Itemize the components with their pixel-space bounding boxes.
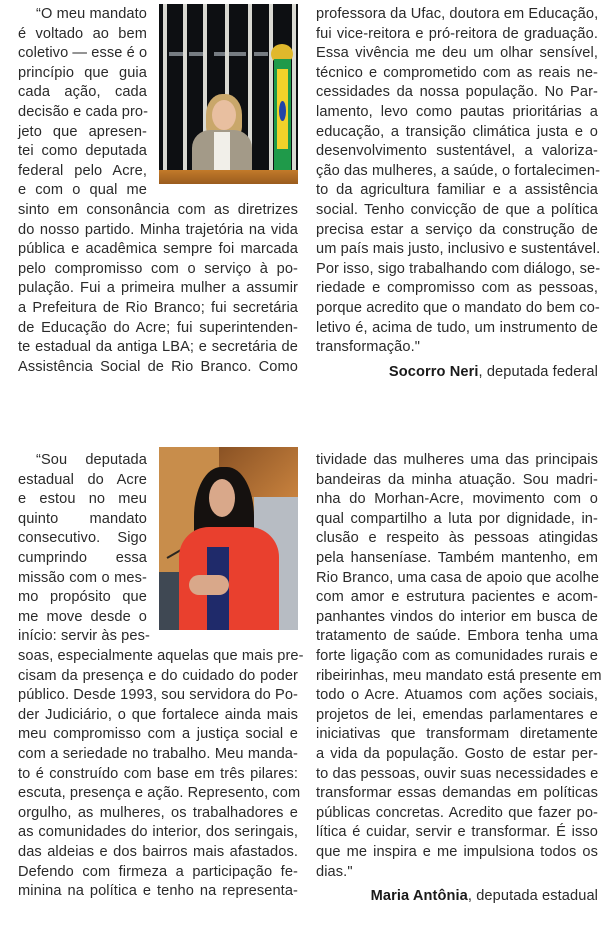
text-line: tratamento de saúde. Embora tenha uma [316, 628, 598, 645]
text-line: pela hanseníase. Também mantenho, em [316, 550, 598, 566]
text-line: jeto que apresen- [18, 123, 147, 140]
text-line: ribeirinhas, meu mandato está presente em [316, 667, 602, 684]
text-line: quinto mandato [18, 510, 147, 527]
text-line: minina na política e tenho na representa- [18, 883, 298, 900]
text-line: transformação." [316, 339, 421, 356]
text-line: professora da Ufac, doutora em Educação, [316, 6, 599, 22]
text-line: públicas concretas. Acredito que fazer po- [316, 804, 598, 821]
text-line: soas, especialmente aquelas que mais pre- [18, 648, 304, 664]
text-line: lamento, levo como pautas prioritárias a [316, 104, 598, 120]
text-line: “Sou deputada [36, 452, 147, 468]
author-name: Maria Antônia [370, 888, 468, 904]
text-line: lítica é cuidar, servir e transformar. É isso [316, 824, 598, 841]
text-line: técnico e comprometido com as reais ne- [316, 64, 598, 81]
author-name: Socorro Neri [388, 364, 479, 380]
text-line: pulação. Fui a primeira mulher a assumir [18, 280, 298, 297]
text-line: princípio que guia [18, 64, 147, 81]
text-line: sinto em consonância com as diretrizes [18, 202, 298, 218]
author-role: , deputada estadual [467, 888, 598, 904]
byline-socorro-neri [316, 363, 598, 383]
photo-socorro-neri [159, 4, 298, 184]
text-line: fui vice-reitora e pró-reitora de graduação. [316, 25, 598, 42]
text-line: mo propósito que [18, 589, 147, 606]
text-line: federal pelo Acre, [18, 162, 147, 179]
text-line: a vida da população. Gosto de estar per- [316, 746, 598, 762]
text-line: escuta, presença e ação. Represento, com [18, 785, 301, 802]
text-line: letivo é, acima de tudo, um instrumento de [316, 319, 598, 336]
text-line: missão com o mes- [18, 569, 147, 586]
text-line: tei como deputada [18, 143, 147, 160]
text-line: é voltado ao bem [18, 25, 147, 42]
text-line: estadual do Acre [18, 471, 147, 488]
text-line: pública e acadêmica sempre foi marcada [18, 241, 298, 258]
text-line: me move desde o [18, 608, 147, 625]
text-line: início: servir às pes- [18, 628, 150, 645]
text-line: e com o qual me [18, 182, 147, 199]
text-line: Defendo com firmeza a participação fe- [18, 863, 298, 880]
text-line: Essa vivência me deu um olhar sensível, [316, 45, 598, 62]
text-line: educação, a transição climática justa e o [316, 123, 598, 140]
text-line: tividade das mulheres uma das principais [316, 452, 598, 468]
text-line: cada ação, cada [18, 84, 147, 101]
text-line: cisam da presença e do cuidado do poder [18, 667, 298, 684]
text-line: cumprindo essa [18, 550, 147, 566]
text-line: nha do Morhan-Acre, movimento com o [316, 491, 598, 508]
byline-maria-antonia [316, 887, 598, 907]
text-line: orgulho, as mulheres, os trabalhadores e [18, 804, 298, 821]
text-line: de Educação do Acre; fui superintenden- [18, 319, 298, 336]
text-line: todo o Acre. Atuamos com ações sociais, [316, 687, 598, 704]
text-line: Assistência Social de Rio Branco. Como [18, 358, 298, 375]
text-line: to é construído com base em três pilares: [18, 765, 298, 782]
text-line: do nosso partido. Minha trajetória na vida [18, 221, 298, 238]
text-line: projetos de lei, emendas parlamentares e [316, 706, 598, 723]
text-line: social. Tenho convicção de que a política [316, 202, 598, 218]
text-line: e estou no meu [18, 491, 147, 508]
text-line: decisão e cada pro- [18, 104, 149, 120]
text-line: público. Desde 1993, sou servidora do Po- [18, 687, 298, 704]
text-line: der Judiciário, o que fortalece ainda mais [18, 706, 298, 723]
text-line: te estadual da antiga LBA; e secretária de [18, 339, 298, 356]
text-line: Por isso, sigo trabalhando com diálogo, se- [316, 260, 601, 277]
photo-maria-antonia [159, 447, 298, 630]
text-line: forte ligação com as comunidades rurais e [316, 648, 598, 664]
text-line: qual compartilho a luta por dignidade, in- [316, 510, 598, 527]
text-line: Rio Branco, uma casa de apoio que acolhe [316, 569, 600, 586]
text-line: das aldeias e dos bairros mais afastados. [18, 844, 298, 860]
text-line: panhantes vindos do interior em busca de [316, 608, 598, 625]
author-role: , deputada federal [478, 364, 598, 380]
text-line: clusão e respeito às pessoas atingidas [316, 530, 598, 547]
text-line: riedade e compromisso com as pessoas, [316, 280, 598, 297]
text-line: as comunidades do interior, dos seringais, [18, 824, 298, 841]
text-line: bandeiras da minha atuação. Sou madri- [316, 471, 598, 488]
text-line: porque acredito que o mandato do bem co- [316, 300, 600, 316]
text-line: um país mais justo, inclusivo e sustentável. [316, 241, 601, 258]
text-line: a Prefeitura de Rio Branco; fui secretária [18, 300, 298, 316]
text-line: iniciativas que transformam diretamente [316, 726, 598, 743]
text-line: com a seriedade no trabalho. Meu manda- [18, 746, 298, 762]
text-line: ção das mulheres, a saúde, o fortalecimen- [316, 162, 601, 179]
text-line: coletivo — esse é o [18, 45, 148, 62]
text-line: transformar essas demandas em políticas [316, 785, 598, 802]
text-line: desenvolvimento sustentável, a valoriza- [316, 143, 598, 160]
text-line: meu compromisso com a justiça social e [18, 726, 298, 743]
text-line: dias." [316, 863, 353, 880]
text-line: consecutivo. Sigo [18, 530, 147, 547]
text-line: to da agricultura familiar e a assistência [316, 182, 598, 199]
text-line: que me inspira e me impulsiona todos os [316, 844, 598, 860]
text-line: pelo compromisso com o serviço à po- [18, 260, 298, 277]
text-line: com amor e estrutura pacientes e acom- [316, 589, 598, 606]
text-line: cessidades da nossa população. No Par- [316, 84, 598, 101]
text-line: “O meu mandato [36, 6, 147, 22]
text-line: precisa estar a serviço da construção de [316, 221, 598, 238]
text-line: to das pessoas, ouvir suas necessidades e [316, 765, 599, 782]
